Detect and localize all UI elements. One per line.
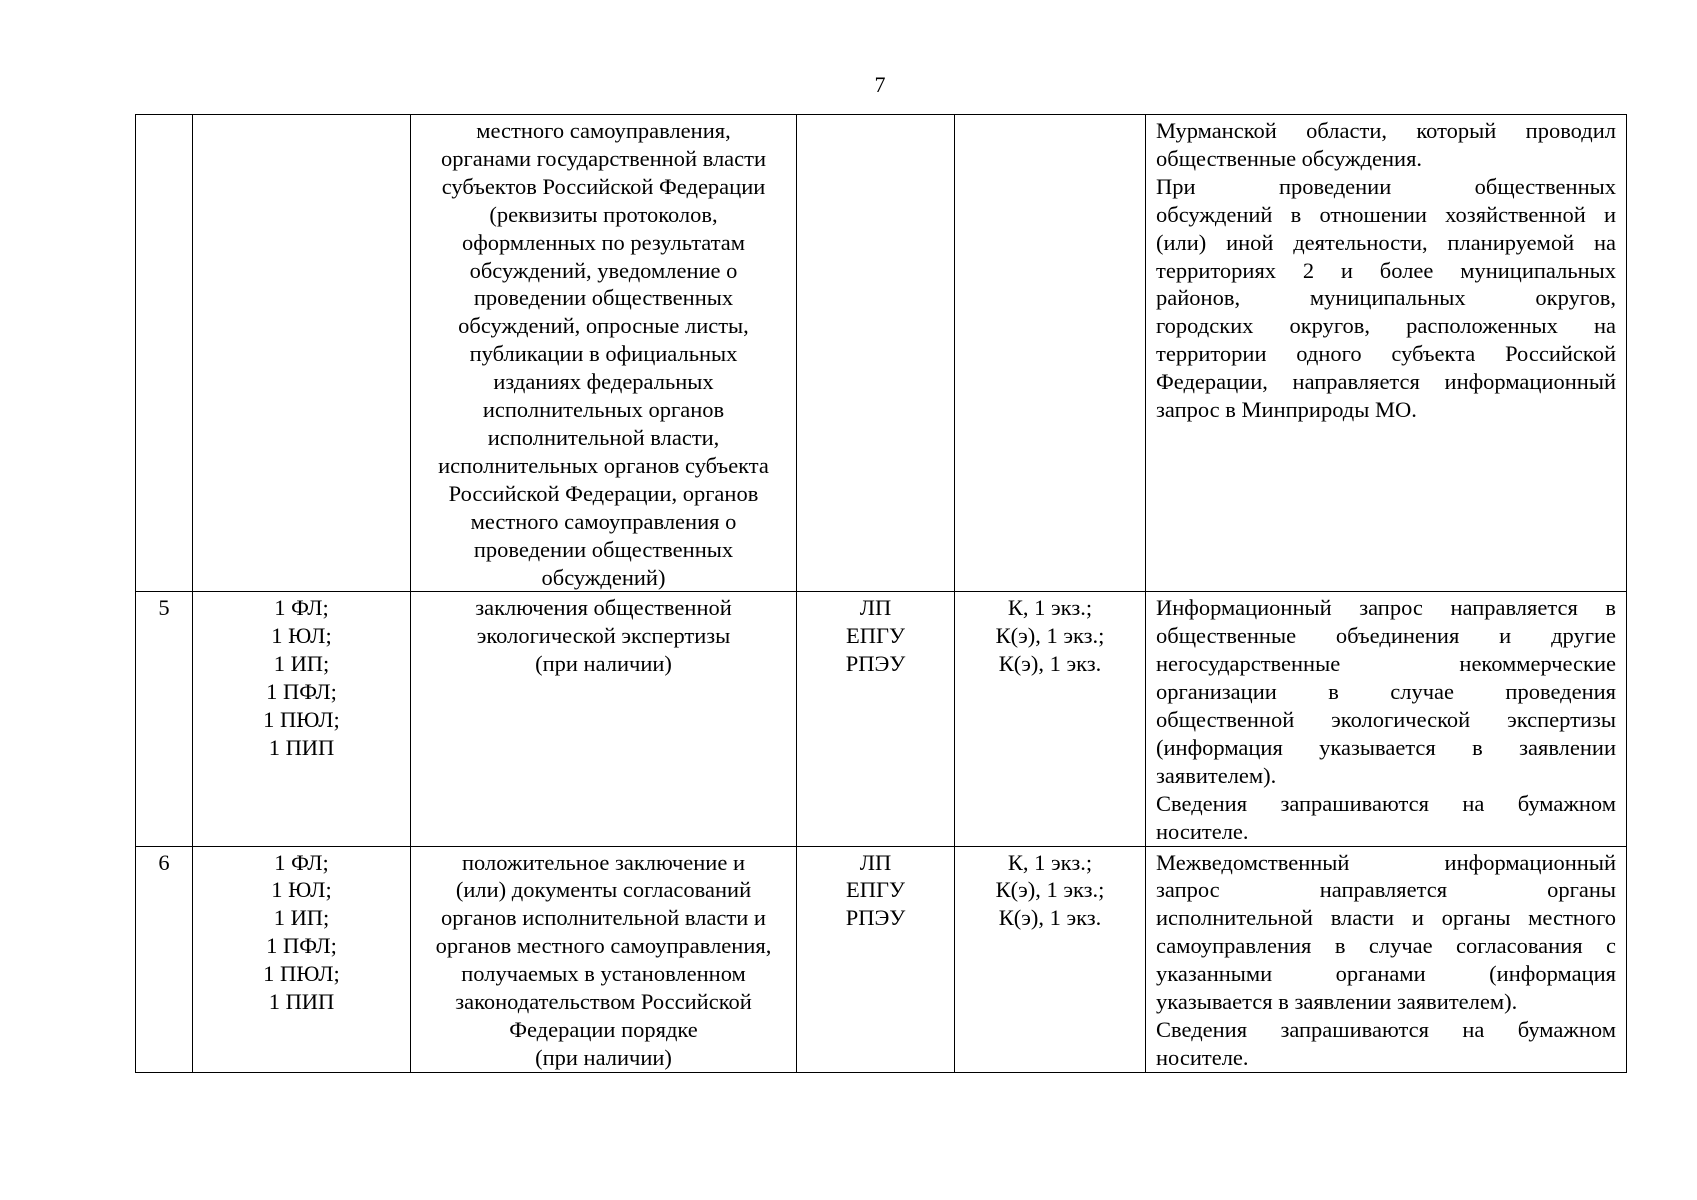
text-line: (при наличии) (535, 651, 672, 677)
text-line: экологической экспертизы (476, 623, 731, 649)
text-line: При проведении общественных (1156, 173, 1616, 199)
text-line: исполнительных органов субъекта (438, 452, 769, 478)
applicants-cell (193, 846, 411, 1072)
text-line: запрос в Минприроды МО. (1156, 397, 1417, 423)
table-body (136, 115, 1627, 1073)
text-line: законодательством Российской (455, 989, 752, 1015)
table-row (136, 846, 1627, 1072)
text-line: Межведомственный информационный (1156, 849, 1616, 875)
text-line: Сведения запрашиваются на бумажном (1156, 1017, 1616, 1042)
text-line: районов, муниципальных округов, (1156, 285, 1616, 311)
text-line: обсуждений в отношении хозяйственной и (1156, 201, 1616, 227)
text-line: К, 1 экз.; (1007, 595, 1093, 621)
text-line: 1 ИП; (273, 651, 330, 677)
text-line: организации в случае проведения (1156, 679, 1616, 705)
text-line: оформленных по результатам (461, 229, 746, 255)
channels-cell (797, 592, 955, 846)
document-cell (411, 115, 797, 592)
text-line: негосударственные некоммерческие (1156, 651, 1616, 677)
text-line: 1 ПЮЛ; (263, 707, 340, 733)
text-line: общественной экологической экспертизы (1156, 707, 1616, 733)
text-line: Федерации, направляется информационный (1156, 369, 1616, 395)
text-line: 1 ИП; (273, 905, 330, 931)
text-line: общественные обсуждения. (1156, 145, 1423, 171)
applicants-cell (193, 115, 411, 592)
text-line: проведении общественных (473, 536, 734, 562)
page-number: 7 (874, 72, 886, 97)
row-number-cell (136, 592, 193, 846)
text-line: местного самоуправления, (476, 118, 731, 143)
text-line: ЛП (859, 849, 892, 875)
text-line: указанными органами (информация (1156, 961, 1616, 987)
text-line: ЕПГУ (846, 877, 905, 903)
requests-table (135, 114, 1627, 1073)
text-line: 1 ПФЛ; (266, 679, 337, 705)
text-line: городских округов, расположенных на (1156, 313, 1616, 339)
text-line: органов исполнительной власти и (441, 905, 766, 931)
text-line: РПЭУ (845, 651, 906, 677)
text-line: носителе. (1156, 818, 1249, 844)
text-line: 1 ПЮЛ; (263, 961, 340, 987)
text-line: обсуждений, опросные листы, (458, 313, 749, 339)
text-line: ЛП (859, 595, 892, 621)
text-line: заявителем). (1156, 762, 1277, 788)
text-line: Информационный запрос направляется в (1156, 595, 1616, 621)
text-line: изданиях федеральных (493, 369, 714, 395)
text-line: обсуждений) (541, 564, 666, 590)
text-line: (при наличии) (535, 1044, 672, 1070)
text-line: указывается в заявлении заявителем). (1156, 989, 1518, 1015)
text-line: запрос направляется органы (1156, 877, 1616, 903)
text-line: 1 ЮЛ; (271, 877, 332, 903)
text-line: Российской Федерации, органов (448, 480, 759, 506)
text-line: общественные объединения и другие (1156, 623, 1616, 649)
text-line: К(э), 1 экз.; (995, 623, 1105, 649)
text-line: заключения общественной (475, 595, 732, 621)
text-line: публикации в официальных (469, 341, 738, 367)
text-line: органами государственной власти (440, 145, 767, 171)
text-line: исполнительной власти, (487, 424, 720, 450)
text-line: 1 ПИП (268, 734, 335, 760)
text-line: исполнительной власти и органы местного (1156, 905, 1616, 931)
row-number: 5 (158, 595, 170, 621)
text-line: обсуждений, уведомление о (469, 257, 738, 283)
text-line: К, 1 экз.; (1007, 849, 1093, 875)
text-line: 1 ПИП (268, 989, 335, 1015)
copies-cell (955, 846, 1146, 1072)
text-line: К(э), 1 экз. (998, 905, 1102, 931)
text-line: самоуправления в случае согласования с (1156, 933, 1616, 959)
text-line: проведении общественных (473, 285, 734, 311)
text-line: Мурманской области, который проводил (1156, 118, 1616, 143)
text-line: местного самоуправления о (470, 508, 737, 534)
document-cell (411, 592, 797, 846)
text-line: субъектов Российской Федерации (441, 173, 766, 199)
applicants-cell (193, 592, 411, 846)
text-line: 1 ФЛ; (274, 849, 329, 875)
text-line: К(э), 1 экз.; (995, 877, 1105, 903)
text-line: (информация указывается в заявлении (1156, 734, 1616, 760)
text-line: 1 ФЛ; (274, 595, 329, 621)
text-line: К(э), 1 экз. (998, 651, 1102, 677)
notes-cell (1146, 846, 1627, 1072)
document-cell (411, 846, 797, 1072)
text-line: получаемых в установленном (461, 961, 746, 987)
copies-cell (955, 115, 1146, 592)
row-number-cell (136, 846, 193, 1072)
channels-cell (797, 115, 955, 592)
text-line: РПЭУ (845, 905, 906, 931)
text-line: (реквизиты протоколов, (489, 201, 718, 227)
text-line: носителе. (1156, 1044, 1249, 1070)
text-line: территориях 2 и более муниципальных (1156, 257, 1616, 283)
text-line: исполнительных органов (482, 397, 725, 423)
text-line: территории одного субъекта Российской (1156, 341, 1616, 367)
notes-cell (1146, 592, 1627, 846)
row-number-cell (136, 115, 193, 592)
notes-cell (1146, 115, 1627, 592)
table-row (136, 115, 1627, 592)
text-line: 1 ПФЛ; (266, 933, 337, 959)
copies-cell (955, 592, 1146, 846)
text-line: Федерации порядке (509, 1017, 698, 1042)
text-line: ЕПГУ (846, 623, 905, 649)
text-line: 1 ЮЛ; (271, 623, 332, 649)
row-number: 6 (158, 849, 170, 875)
table-row (136, 592, 1627, 846)
text-line: положительное заключение и (461, 849, 745, 875)
text-line: (или) документы согласований (455, 877, 752, 903)
channels-cell (797, 846, 955, 1072)
text-line: Сведения запрашиваются на бумажном (1156, 790, 1616, 816)
text-line: органов местного самоуправления, (435, 933, 772, 959)
text-line: (или) иной деятельности, планируемой на (1156, 229, 1616, 255)
